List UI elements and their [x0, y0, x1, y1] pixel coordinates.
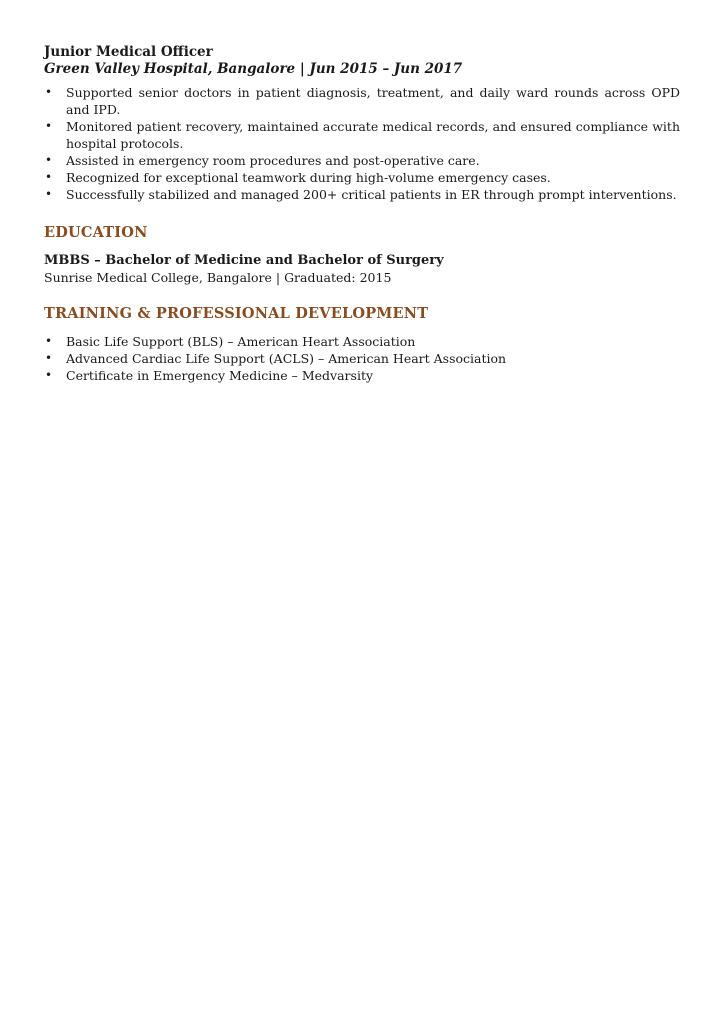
education-school: Sunrise Medical College, Bangalore | Graduated: 2015	[44, 270, 392, 285]
list-item: • Supported senior doctors in patient diagnosis, treatment, and daily ward rounds across OPD and IPD.	[45, 85, 680, 117]
job-employer-dates: Green Valley Hospital, Bangalore | Jun 2015 – Jun 2017	[44, 61, 463, 77]
list-item: • Certificate in Emergency Medicine – Medvarsity	[45, 368, 374, 383]
training-section	[44, 305, 680, 384]
bullet-icon: •	[45, 187, 53, 201]
bullet-icon: •	[45, 85, 53, 99]
bullet-icon: •	[45, 119, 53, 133]
training-heading: TRAINING & PROFESSIONAL DEVELOPMENT	[44, 305, 429, 322]
bullet-icon: •	[45, 351, 53, 365]
education-degree: MBBS – Bachelor of Medicine and Bachelor of Surgery	[44, 253, 444, 268]
education-section	[44, 224, 680, 286]
bullet-icon: •	[45, 368, 53, 382]
list-item: • Advanced Cardiac Life Support (ACLS) – American Heart Association	[45, 351, 507, 366]
education-heading: EDUCATION	[44, 224, 148, 241]
list-item: • Recognized for exceptional teamwork during high-volume emergency cases.	[45, 170, 551, 185]
list-item: • Monitored patient recovery, maintained accurate medical records, and ensured compliance with hospital protocols.	[45, 119, 680, 151]
training-bullets	[44, 333, 680, 384]
experience-entry	[44, 44, 680, 203]
list-item: • Successfully stabilized and managed 200+ critical patients in ER through prompt interventions.	[45, 187, 677, 202]
job-title: Junior Medical Officer	[44, 44, 213, 60]
bullet-icon: •	[45, 153, 53, 167]
bullet-icon: •	[45, 170, 53, 184]
list-item: • Assisted in emergency room procedures and post-operative care.	[45, 153, 480, 168]
bullet-icon: •	[45, 334, 53, 348]
experience-bullets	[44, 84, 680, 203]
list-item: • Basic Life Support (BLS) – American Heart Association	[45, 334, 416, 349]
